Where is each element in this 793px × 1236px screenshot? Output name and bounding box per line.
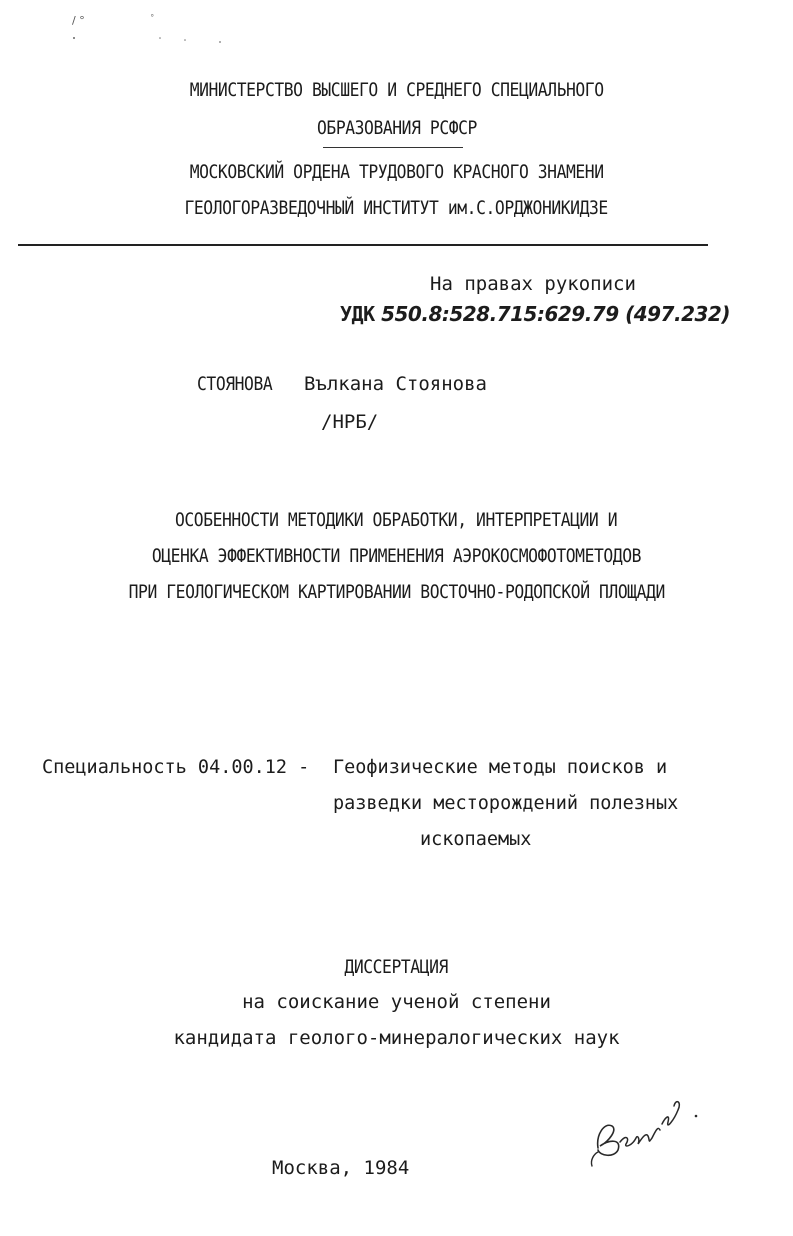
thesis-title-line-3: ПРИ ГЕОЛОГИЧЕСКОМ КАРТИРОВАНИИ ВОСТОЧНО-РОДОПСКОЙ ПЛОЩАДИ [128,581,665,603]
degree-line-1: на соискание ученой степени [242,991,551,1013]
author-surname: СТОЯНОВА [197,373,273,395]
udk-label: УДК [340,302,375,326]
manuscript-rights: На правах рукописи [430,273,636,295]
ministry-line-1: МИНИСТЕРСТВО ВЫСШЕГО И СРЕДНЕГО СПЕЦИАЛЬНОГО [189,79,604,101]
thesis-title-3 [0,580,793,604]
dissertation-heading [0,955,793,979]
header-divider-short [323,147,463,148]
udk-value: 550.8:528.715:629.79 (497.232) [381,302,730,326]
ministry-header [0,78,793,102]
thesis-title-1 [0,508,793,532]
svg-text:˚: ˚ [150,15,155,25]
author-given-names: Вълкана Стоянова [303,373,487,395]
specialty-label: Специальность 04.00.12 - [42,757,310,778]
institute-line-1: МОСКОВСКИЙ ОРДЕНА ТРУДОВОГО КРАСНОГО ЗНАМЕНИ [189,161,604,183]
dissertation-type: ДИССЕРТАЦИЯ [344,956,449,978]
degree-line-2: кандидата геолого-минералогических наук [173,1027,620,1049]
institute-header [0,160,793,184]
thesis-title-line-2: ОЦЕНКА ЭФФЕКТИВНОСТИ ПРИМЕНЕНИЯ АЭРОКОСМОФОТОМЕТОДОВ [151,545,642,567]
handwritten-signature [578,1080,708,1170]
institute-line-2: ГЕОЛОГОРАЗВЕДОЧНЫЙ ИНСТИТУТ им.С.ОРДЖОНИКИДЗЕ [184,197,609,219]
udk-code [340,302,730,326]
specialty-line-1: Геофизические методы поисков и [333,757,668,778]
header-divider-long [18,244,708,246]
ministry-header-2 [0,116,793,140]
place-and-year: Москва, 1984 [272,1157,410,1179]
scan-marks-decoration [60,8,240,48]
thesis-title-line-1: ОСОБЕННОСТИ МЕТОДИКИ ОБРАБОТКИ, ИНТЕРПРЕТАЦИИ И [175,509,618,531]
specialty-line-2: разведки месторождений полезных [333,793,679,814]
thesis-title-2 [0,544,793,568]
author-name [197,372,487,396]
institute-header-2 [0,196,793,220]
ministry-line-2: ОБРАЗОВАНИЯ РСФСР [316,117,477,139]
specialty-line-3: ископаемых [420,829,532,850]
author-country: /НРБ/ [321,411,379,433]
svg-text:/ °: / ° [72,14,85,27]
